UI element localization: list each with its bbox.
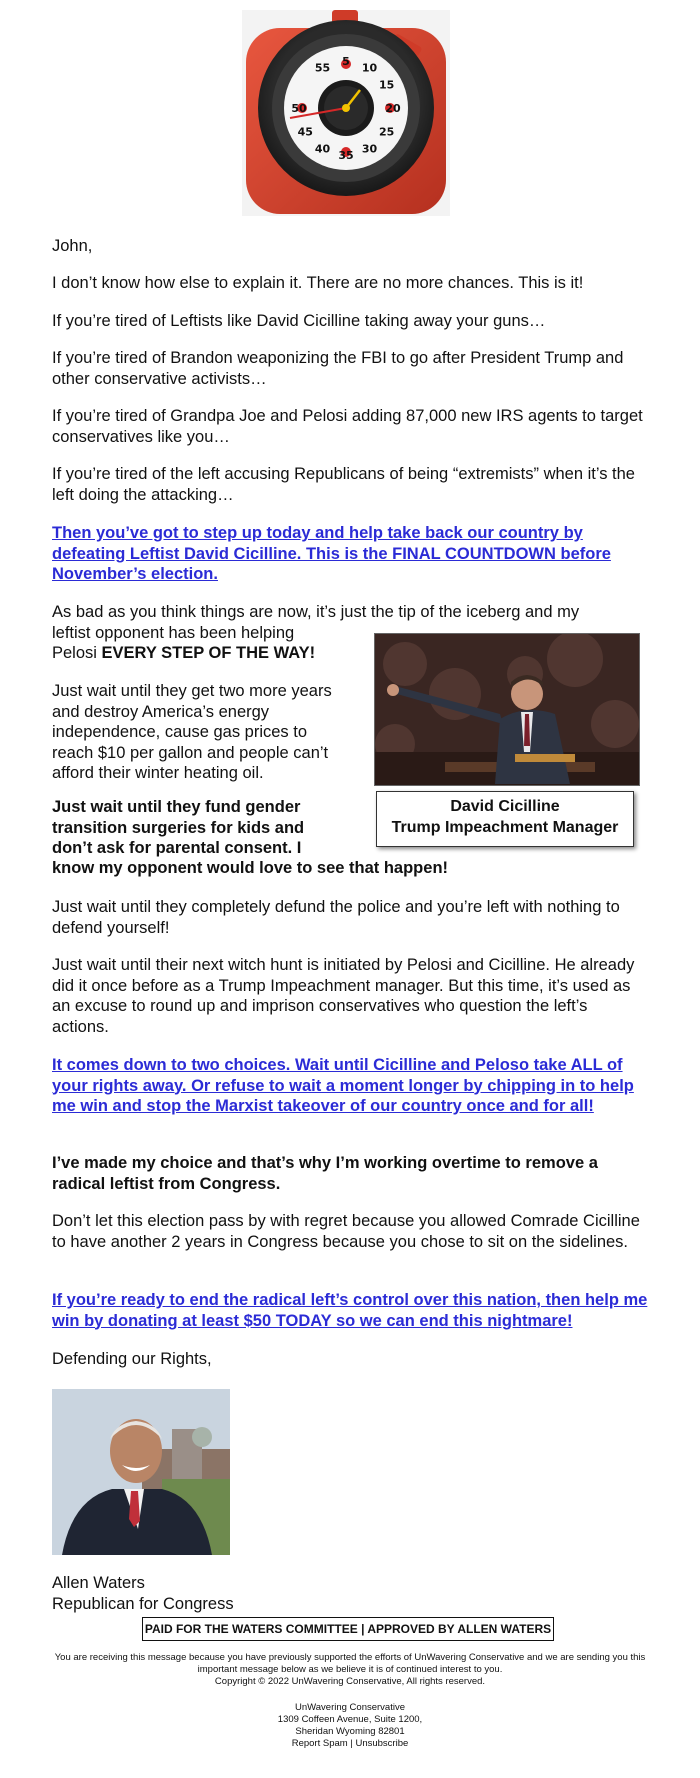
stopwatch-image bbox=[242, 10, 450, 216]
dial-number-15: 15 bbox=[379, 78, 395, 92]
unsubscribe-link[interactable]: Unsubscribe bbox=[355, 1738, 409, 1749]
footer-org: UnWavering Conservative bbox=[295, 1702, 405, 1713]
paragraph-regret: Don’t let this election pass by with regret because you allowed Comrade Cicilline to have another 2 years in Congress because you chose to sit on the sidelines. bbox=[52, 1212, 640, 1251]
footer-links bbox=[52, 1738, 648, 1750]
caption-role: Trump Impeachment Manager bbox=[391, 819, 619, 836]
report-spam-link[interactable]: Report Spam bbox=[291, 1738, 348, 1749]
paragraph-pelosi bbox=[52, 643, 372, 664]
footer-notice: You are receiving this message because you have previously supported the efforts of UnWavering Conservative and we are sending you this important message below as we believe it is of continued interest to you. bbox=[54, 1652, 646, 1675]
footer-address-2: Sheridan Wyoming 82801 bbox=[295, 1726, 405, 1737]
paragraph-fbi: If you’re tired of Brandon weaponizing the FBI to go after President Trump and other conservative activists… bbox=[52, 349, 624, 388]
paragraph-iceberg: As bad as you think things are now, it’s just the tip of the iceberg and my leftist opponent has been helping bbox=[52, 603, 580, 642]
dial-number-10: 10 bbox=[361, 61, 378, 75]
dial-number-55: 55 bbox=[314, 61, 331, 75]
pelosi-text: Pelosi bbox=[52, 644, 102, 662]
paragraph-intro: I don’t know how else to explain it. There are no more chances. This is it! bbox=[52, 274, 584, 292]
allen-waters-headshot bbox=[52, 1389, 230, 1555]
signoff: Defending our Rights, bbox=[52, 1350, 212, 1368]
paid-for-disclaimer: PAID FOR THE WATERS COMMITTEE | APPROVED BY ALLEN WATERS bbox=[142, 1617, 554, 1641]
paragraph-opponent: know my opponent would love to see that happen! bbox=[52, 859, 449, 877]
photo-caption bbox=[376, 791, 634, 847]
paragraph-guns: If you’re tired of Leftists like David Cicilline taking away your guns… bbox=[52, 312, 546, 330]
donate-link-countdown[interactable]: Then you’ve got to step up today and help take back our country by defeating Leftist David Cicilline. This is the FINAL COUNTDOWN before November’s election. bbox=[52, 524, 611, 583]
signature-name: Allen Waters bbox=[52, 1574, 145, 1592]
paragraph-gender: Just wait until they fund gender transition surgeries for kids and don’t ask for parental consent. I bbox=[52, 798, 305, 857]
every-step-text: EVERY STEP OF THE WAY! bbox=[101, 644, 316, 662]
footer-copyright: Copyright © 2022 UnWavering Conservative, All rights reserved. bbox=[214, 1676, 486, 1687]
footer-address-1: 1309 Coffeen Avenue, Suite 1200, bbox=[277, 1714, 423, 1725]
paragraph-irs: If you’re tired of Grandpa Joe and Pelosi adding 87,000 new IRS agents to target conservatives like you… bbox=[52, 407, 643, 446]
paragraph-energy: Just wait until they get two more years and destroy America’s energy independence, cause gas prices to reach $10 per gallon and people can’t afford their winter heating oil. bbox=[52, 682, 332, 782]
dial-number-20: 20 bbox=[385, 102, 401, 115]
paragraph-extremists: If you’re tired of the left accusing Republicans of being “extremists” when it’s the left doing the attacking… bbox=[52, 465, 635, 504]
paragraph-choice: I’ve made my choice and that’s why I’m working overtime to remove a radical leftist from Congress. bbox=[52, 1154, 598, 1193]
cicilline-photo bbox=[374, 633, 640, 786]
dial-number-35: 35 bbox=[338, 149, 354, 162]
greeting: John, bbox=[52, 237, 93, 255]
donate-link-two-choices[interactable]: It comes down to two choices. Wait until Cicilline and Peloso take ALL of your rights away. Or refuse to wait a moment longer by chipping in to help me win and stop the Marxist takeover of our country once and for all! bbox=[52, 1056, 634, 1115]
donate-link-50[interactable]: If you’re ready to end the radical left’s control over this nation, then help me win by donating at least $50 TODAY so we can end this nightmare! bbox=[52, 1291, 648, 1330]
dial-number-40: 40 bbox=[314, 142, 331, 156]
caption-name: David Cicilline bbox=[450, 798, 560, 815]
footer-link-separator: | bbox=[347, 1738, 356, 1749]
dial-number-30: 30 bbox=[361, 142, 378, 156]
paragraph-witch-hunt: Just wait until their next witch hunt is initiated by Pelosi and Cicilline. He already did it once before as a Trump Impeachment manager. But this time, it’s used as an excuse to round up and imprison conservatives who question the left’s actions. bbox=[52, 956, 635, 1036]
dial-number-45: 45 bbox=[297, 125, 313, 139]
dial-number-25: 25 bbox=[379, 125, 395, 139]
dial-number-5: 5 bbox=[342, 55, 350, 68]
dial-number-50: 50 bbox=[291, 102, 307, 115]
paragraph-police: Just wait until they completely defund the police and you’re left with nothing to defend yourself! bbox=[52, 898, 620, 937]
signature-title: Republican for Congress bbox=[52, 1595, 234, 1613]
